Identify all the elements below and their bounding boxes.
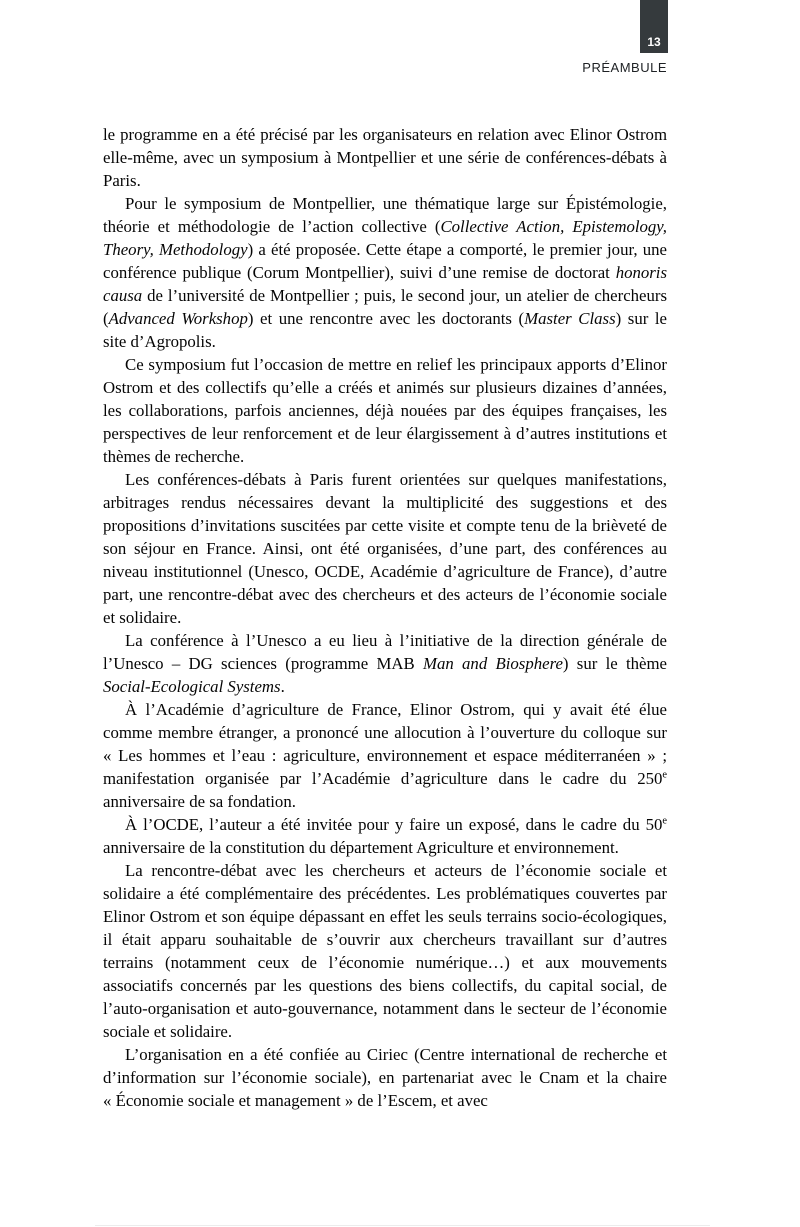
text-run: Master Class — [524, 309, 616, 328]
text-run: Ce symposium fut l’occasion de mettre en relief les principaux apports d’Elinor Ostrom et des collectifs qu’elle a créés et animés sur plusieurs dizaines d’années, les collaborations, parfois anciennes, déjà nouées par des équipes françaises, les perspectives de leur renforcement et de leur élargissement à d’autres institutions et thèmes de recherche. — [103, 355, 667, 466]
paragraph — [103, 468, 667, 629]
text-run: À l’Académie d’agriculture de France, Elinor Ostrom, qui y avait été élue comme membre étranger, a prononcé une allocution à l’ouverture du colloque sur « Les hommes et l’eau : agriculture, environnement et espace méditerranéen » ; manifestation organisée par l’Académie d’agriculture dans le cadre du 250 — [103, 700, 667, 788]
text-run: La rencontre-débat avec les chercheurs et acteurs de l’économie sociale et solidaire a été complémentaire des précédentes. Les problématiques couvertes par Elinor Ostrom et son équipe dépassant en effet les seuls terrains socio-écologiques, il était apparu souhaitable de s’ouvrir aux chercheurs travaillant sur d’autres terrains (notamment ceux de l’économie numérique…) et aux mouvements associatifs concernés par les questions des biens collectifs, du capital social, de l’auto-organisation et auto-gouvernance, notamment dans le secteur de l’économie sociale et solidaire. — [103, 861, 667, 1041]
text-run: Collective Action, Epistemology, Theory, Methodology — [103, 217, 667, 259]
paragraph — [103, 123, 667, 192]
text-run: honoris causa — [103, 263, 667, 305]
running-header: PRÉAMBULE — [582, 60, 667, 75]
text-run: e — [662, 769, 667, 781]
paragraph — [103, 813, 667, 859]
paragraph — [103, 698, 667, 813]
text-run: À l’OCDE, l’auteur a été invitée pour y faire un exposé, dans le cadre du 50 — [125, 815, 663, 834]
paragraph — [103, 1043, 667, 1112]
paragraph — [103, 353, 667, 468]
text-run: Les conférences-débats à Paris furent orientées sur quelques manifestations, arbitrages rendus nécessaires devant la multiplicité des suggestions et des propositions d’invitations suscitées par cette visite et compte tenu de la brièveté de son séjour en France. Ainsi, ont été organisées, d’une part, des conférences au niveau institutionnel (Unesco, OCDE, Académie d’agriculture de France), d’autre part, une rencontre-débat avec des chercheurs et des acteurs de l’économie sociale et solidaire. — [103, 470, 667, 627]
text-run: ) sur le thème — [562, 654, 667, 673]
text-run: le programme en a été précisé par les organisateurs en relation avec Elinor Ostrom elle-même, avec un symposium à Montpellier et une série de conférences-débats à Paris. — [103, 125, 667, 190]
page-bottom-rule — [95, 1225, 710, 1226]
text-run: e — [662, 815, 667, 827]
paragraph — [103, 192, 667, 353]
text-run: Advanced Workshop — [108, 309, 248, 328]
page-number-tab — [640, 0, 668, 53]
text-run: anniversaire de sa fondation. — [103, 792, 296, 811]
page-body — [103, 123, 667, 1112]
text-run: ) a été proposée. Cette étape a comporté, le premier jour, une conférence publique (Corum Montpellier), suivi d’une remise de doctorat — [103, 240, 667, 282]
paragraph — [103, 859, 667, 1043]
text-run: Social-Ecological Systems — [103, 677, 281, 696]
text-run: L’organisation en a été confiée au Ciriec (Centre international de recherche et d’information sur l’économie sociale), en partenariat avec le Cnam et la chaire « Économie sociale et management » de l’Escem, et avec — [103, 1045, 667, 1110]
page-number: 13 — [647, 35, 661, 49]
text-run: Pour le symposium de Montpellier, une thématique large sur Épistémologie, théorie et méthodologie de l’action collective ( — [103, 194, 667, 236]
text-run: de l’université de Montpellier ; puis, le second jour, un atelier de chercheurs ( — [103, 286, 667, 328]
text-run: ) et une rencontre avec les doctorants ( — [247, 309, 525, 328]
text-run: Man and Biosphere — [423, 654, 563, 673]
text-run: anniversaire de la constitution du département Agriculture et environnement. — [103, 838, 619, 857]
text-run: ) sur le site d’Agropolis. — [103, 309, 667, 351]
text-run: . — [280, 677, 285, 696]
paragraph — [103, 629, 667, 698]
text-run: La conférence à l’Unesco a eu lieu à l’initiative de la direction générale de l’Unesco – DG sciences (programme MAB — [103, 631, 667, 673]
